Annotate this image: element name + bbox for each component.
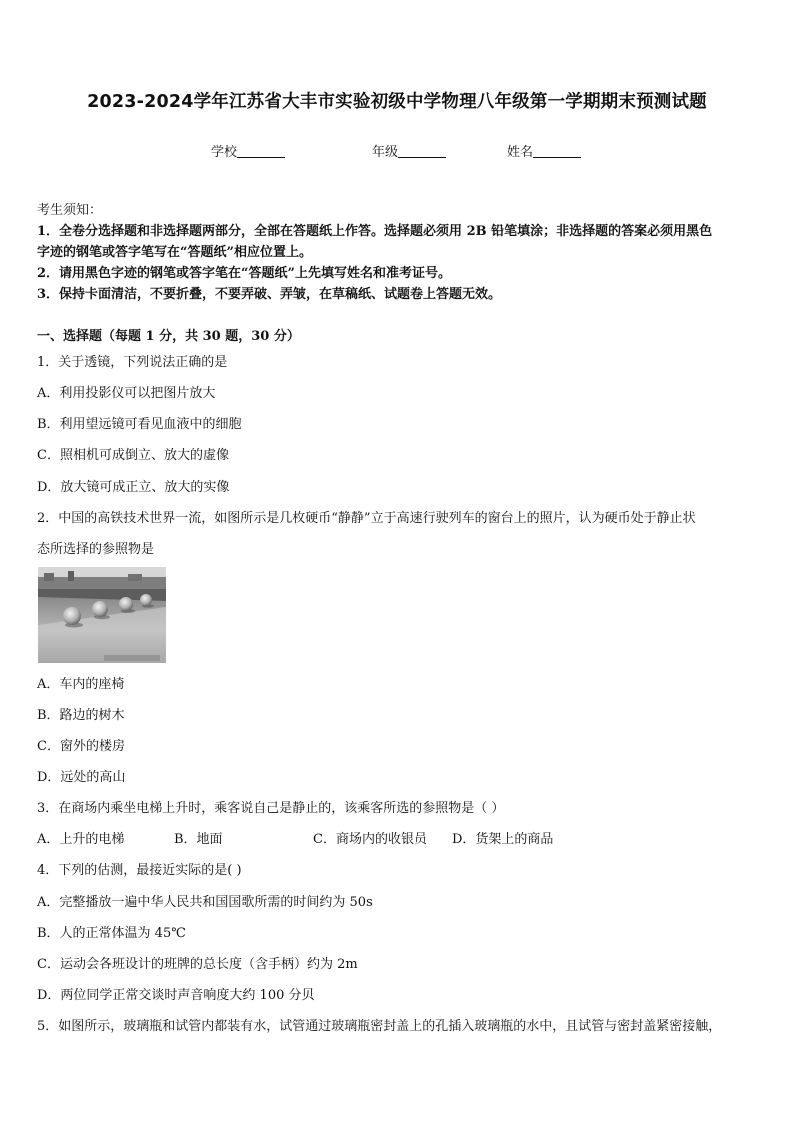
q4-stem: 4．下列的估测，最接近实际的是( ) [37,863,242,878]
name-blank [533,145,581,158]
notice-item-1-line-1: 1．全卷分选择题和非选择题两部分，全部在答题纸上作答。选择题必须用 2B 铅笔填涂；非选择题的答案必须用黑色 [37,224,713,239]
name-field [507,141,581,160]
q1-option-d: D．放大镜可成正立、放大的实像 [37,480,230,495]
q3-option-b: B．地面 [174,832,223,847]
q1-stem: 1．关于透镜，下列说法正确的是 [37,355,228,370]
q4-option-d: D．两位同学正常交谈时声音响度大约 100 分贝 [37,988,315,1003]
q2-option-c: C．窗外的楼房 [37,739,125,754]
q3-stem: 3．在商场内乘坐电梯上升时，乘客说自己是静止的，该乘客所选的参照物是（ ） [37,801,505,816]
q2-stem-line-1: 2．中国的高铁技术世界一流，如图所示是几枚硬币“静静”立于高速行驶列车的窗台上的照片，认为硬币处于静止状 [37,511,696,526]
q5-stem-line-1: 5．如图所示，玻璃瓶和试管内都装有水，试管通过玻璃瓶密封盖上的孔插入玻璃瓶的水中，且试管与密封盖紧密接触， [37,1019,722,1034]
q3-option-c: C．商场内的收银员 [313,832,427,847]
coins-on-train-windowsill-photo [38,567,166,663]
exam-title: 2023-2024学年江苏省大丰市实验初级中学物理八年级第一学期期末预测试题 [87,92,707,112]
q4-option-c: C．运动会各班设计的班牌的总长度（含手柄）约为 2m [37,957,358,972]
q4-option-b: B．人的正常体温为 45℃ [37,926,186,941]
q1-option-b: B．利用望远镜可看见血液中的细胞 [37,417,242,432]
notice-item-3: 3．保持卡面清洁，不要折叠，不要弄破、弄皱，在草稿纸、试题卷上答题无效。 [37,287,502,302]
grade-field [372,141,446,160]
name-label: 姓名 [507,145,534,160]
notice-item-1-line-2: 字迹的钢笔或答字笔写在“答题纸”相应位置上。 [37,245,312,260]
q2-option-b: B．路边的树木 [37,708,125,723]
school-label: 学校 [211,145,238,160]
q2-stem-line-2: 态所选择的参照物是 [37,542,155,557]
q3-option-a: A．上升的电梯 [37,832,125,847]
notice-item-2: 2．请用黑色字迹的钢笔或答字笔在“答题纸”上先填写姓名和准考证号。 [37,266,452,281]
q2-option-d: D．远处的高山 [37,770,126,785]
notice-heading: 考生须知： [37,203,103,218]
q2-option-a: A．车内的座椅 [37,677,125,692]
school-blank [237,145,285,158]
q1-option-c: C．照相机可成倒立、放大的虚像 [37,448,229,463]
section-heading: 一、选择题（每题 1 分，共 30 题，30 分） [37,329,300,344]
q3-option-d: D．货架上的商品 [452,832,554,847]
grade-blank [398,145,446,158]
grade-label: 年级 [372,145,399,160]
q1-option-a: A．利用投影仪可以把图片放大 [37,386,216,401]
school-field [211,141,285,160]
q4-option-a: A．完整播放一遍中华人民共和国国歌所需的时间约为 50s [37,895,373,910]
